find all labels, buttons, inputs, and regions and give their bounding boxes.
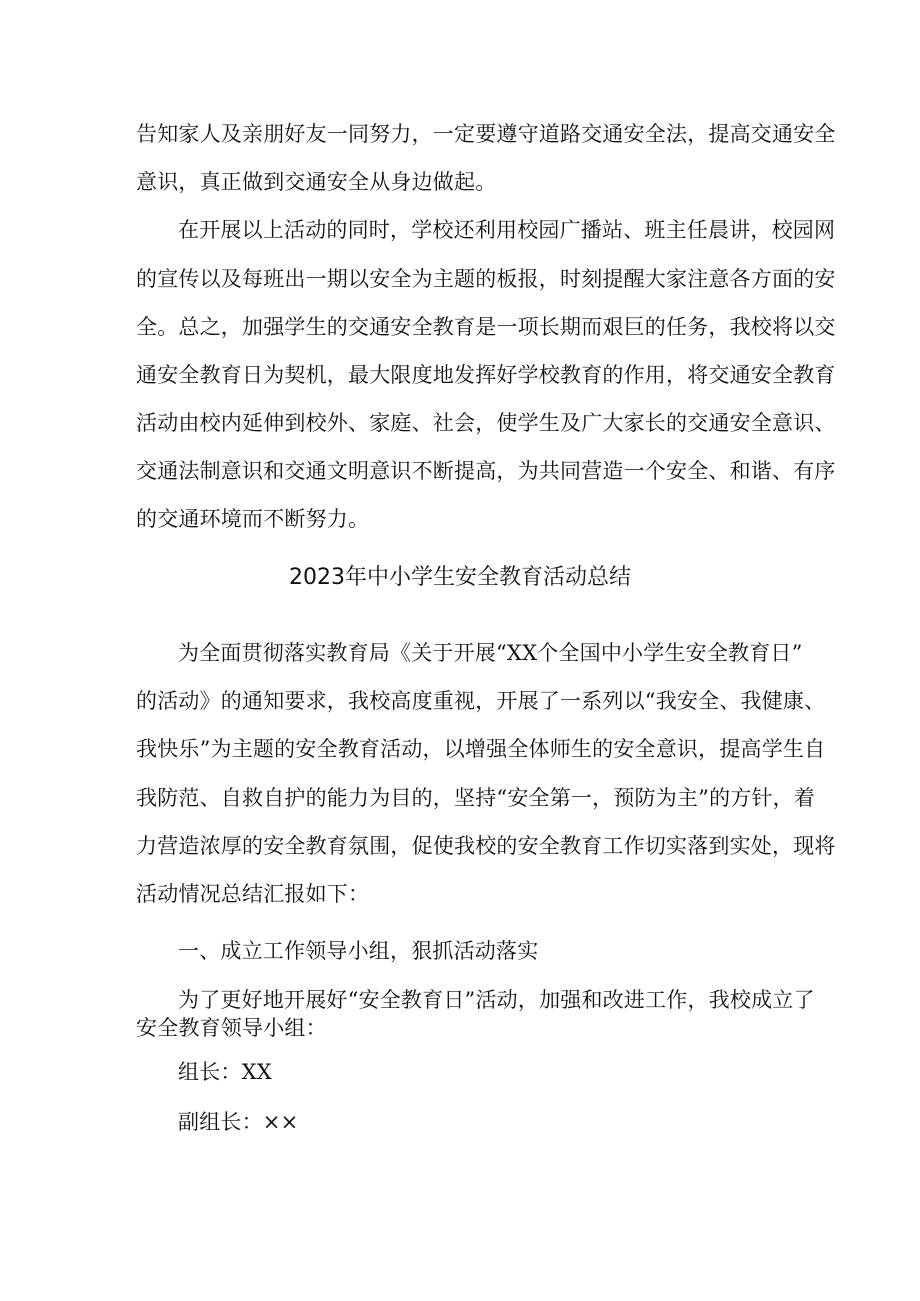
paragraph-line: 在开展以上活动的同时，学校还利用校园广播站、班主任晨讲，校园网 bbox=[178, 218, 836, 242]
paragraph-line: 的活动》的通知要求，我校高度重视，开展了一系列以“我安全、我健康、 bbox=[136, 689, 826, 713]
paragraph-line: 为了更好地开展好“安全教育日”活动，加强和改进工作，我校成立了 bbox=[178, 988, 815, 1012]
paragraph-line: 活动情况总结汇报如下： bbox=[136, 882, 370, 906]
paragraph-line: 交通法制意识和交通文明意识不断提高，为共同营造一个安全、和谐、有序 bbox=[136, 459, 836, 483]
section-heading: 一、成立工作领导小组，狠抓活动落实 bbox=[178, 939, 539, 963]
section-title: 2023年中小学生安全教育活动总结 bbox=[289, 565, 631, 590]
paragraph-line: 我防范、自救自护的能力为目的，坚持“安全第一，预防为主”的方针，着 bbox=[136, 786, 816, 810]
paragraph-line: 力营造浓厚的安全教育氛围，促使我校的安全教育工作切实落到实处，现将 bbox=[136, 834, 836, 858]
paragraph-line: 安全教育领导小组： bbox=[136, 1016, 327, 1040]
paragraph-line: 活动由校内延伸到校外、家庭、社会，使学生及广大家长的交通安全意识、 bbox=[136, 411, 836, 435]
paragraph-line: 为全面贯彻落实教育局《关于开展“XX个全国中小学生安全教育日” bbox=[178, 641, 803, 665]
paragraph-line: 全。总之，加强学生的交通安全教育是一项长期而艰巨的任务，我校将以交 bbox=[136, 315, 836, 339]
paragraph-line: 告知家人及亲朋好友一同努力，一定要遵守道路交通安全法，提高交通安全 bbox=[136, 122, 836, 146]
paragraph-line: 通安全教育日为契机，最大限度地发挥好学校教育的作用，将交通安全教育 bbox=[136, 363, 836, 387]
deputy-leader-line: 副组长：×× bbox=[178, 1110, 299, 1134]
paragraph-line: 的宣传以及每班出一期以安全为主题的板报，时刻提醒大家注意各方面的安 bbox=[136, 267, 836, 291]
paragraph-line: 意识，真正做到交通安全从身边做起。 bbox=[136, 170, 497, 194]
paragraph-line: 的交通环境而不断努力。 bbox=[136, 507, 370, 531]
leader-line: 组长：XX bbox=[178, 1060, 272, 1084]
paragraph-line: 我快乐”为主题的安全教育活动，以增强全体师生的安全意识，提高学生自 bbox=[136, 737, 826, 761]
